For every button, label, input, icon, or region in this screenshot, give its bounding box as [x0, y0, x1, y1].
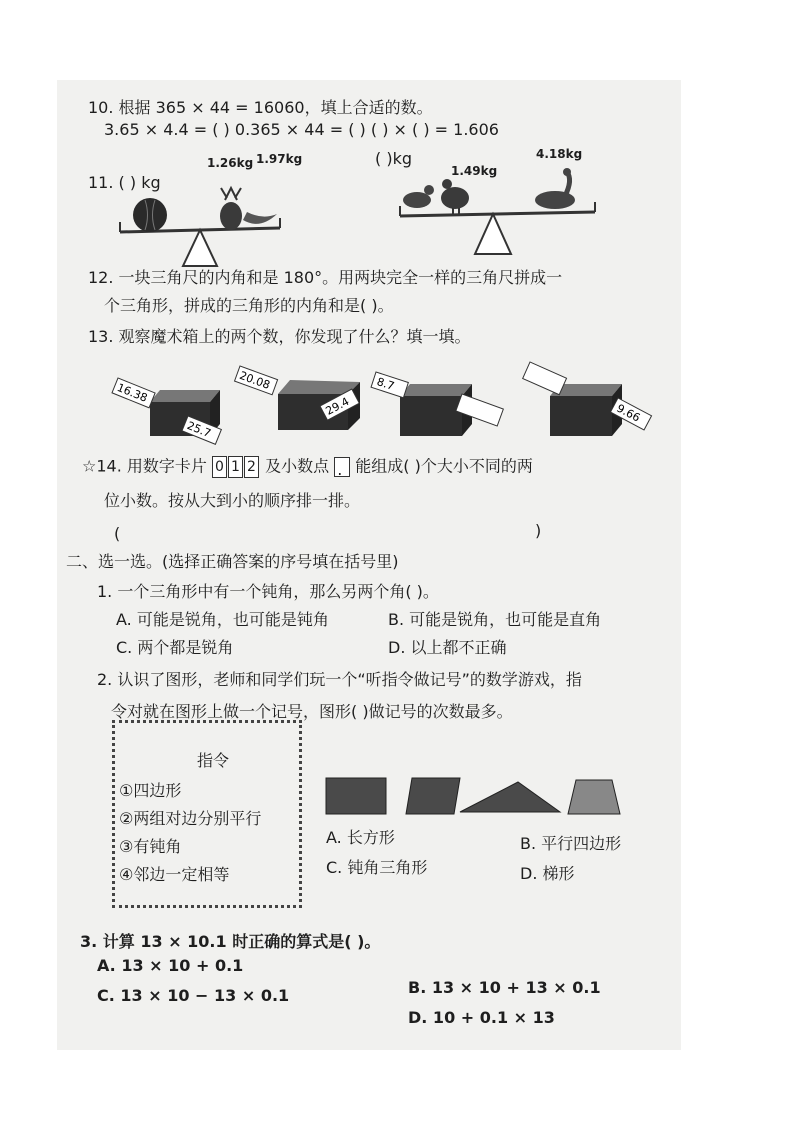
- q12-line1: 12. 一块三角尺的内角和是 180°。用两块完全一样的三角尺拼成一: [88, 268, 563, 287]
- magic-box-2-out: 29.4: [323, 394, 352, 418]
- trapezoid-shape: [568, 780, 620, 814]
- q12-line2: 个三角形，拼成的三角形的内角和是( )。: [104, 296, 394, 315]
- decimal-point-card: .: [334, 457, 350, 477]
- magic-box-1-out: 25.7: [185, 418, 213, 441]
- c1-option-c: C. 两个都是锐角: [116, 638, 234, 657]
- q11-weight-4: 4.18kg: [536, 147, 583, 161]
- left-balance-scale: [115, 170, 285, 270]
- instruction-2: ②两组对边分别平行: [119, 809, 262, 828]
- q10-line2: 3.65 × 4.4 = ( ) 0.365 × 44 = ( ) ( ) × ( ) = 1.606: [104, 120, 499, 139]
- right-balance-scale: [395, 170, 605, 270]
- c2-question-line2: 令对就在图形上做一个记号，图形( )做记号的次数最多。: [111, 702, 513, 721]
- q14-open-paren: (: [114, 524, 121, 543]
- c2-option-c: C. 钝角三角形: [326, 858, 428, 877]
- banana-icon: [243, 212, 277, 224]
- magic-box-2-in: 20.08: [237, 368, 272, 392]
- q11-weight-2: 1.97kg: [256, 152, 303, 166]
- magic-box-4: [523, 362, 652, 436]
- c3-option-c: C. 13 × 10 − 13 × 0.1: [97, 986, 290, 1005]
- c2-question-line1: 2. 认识了图形，老师和同学们玩一个“听指令做记号”的数学游戏，指: [97, 670, 582, 689]
- c1-option-b: B. 可能是锐角，也可能是直角: [388, 610, 602, 629]
- q14-suffix: 能组成( )个大小不同的两: [355, 456, 533, 476]
- q13-text: 13. 观察魔术箱上的两个数，你发现了什么？填一填。: [88, 327, 471, 346]
- q14-line2: 位小数。按从大到小的顺序排一排。: [104, 491, 361, 510]
- digit-card-1: 1: [228, 456, 243, 478]
- c2-option-a: A. 长方形: [326, 828, 395, 847]
- magic-box-3-in: 8.7: [375, 375, 396, 393]
- c3-option-a: A. 13 × 10 + 0.1: [97, 956, 244, 975]
- magic-box-1-in: 16.38: [115, 380, 150, 405]
- c1-option-a: A. 可能是锐角，也可能是钝角: [116, 610, 329, 629]
- q14-line1: [82, 456, 533, 478]
- c1-question: 1. 一个三角形中有一个钝角，那么另两个角( )。: [97, 582, 439, 601]
- magic-box-4-out: 9.66: [614, 401, 643, 425]
- section2-heading: 二、选一选。(选择正确答案的序号填在括号里): [66, 552, 399, 571]
- c3-option-d: D. 10 + 0.1 × 13: [408, 1008, 555, 1027]
- parallelogram-shape: [406, 778, 460, 814]
- c1-option-d: D. 以上都不正确: [388, 638, 507, 657]
- magic-box-2: [235, 366, 360, 430]
- obtuse-triangle-shape: [460, 782, 560, 812]
- shape-row: [320, 772, 640, 822]
- c3-option-b: B. 13 × 10 + 13 × 0.1: [408, 978, 601, 997]
- pineapple-icon: [220, 202, 242, 230]
- digit-card-0: 0: [212, 456, 227, 478]
- duck-icon: [403, 185, 434, 208]
- c2-option-d: D. 梯形: [520, 864, 575, 883]
- magic-boxes: [110, 360, 670, 445]
- goose-icon: [535, 168, 575, 209]
- q14-prefix: ☆14. 用数字卡片: [82, 456, 207, 476]
- c2-option-b: B. 平行四边形: [520, 834, 622, 853]
- watermelon-icon: [133, 198, 167, 232]
- instruction-4: ④邻边一定相等: [119, 865, 230, 884]
- q10-line1: 10. 根据 365 × 44 = 16060，填上合适的数。: [88, 98, 433, 117]
- q14-mid: 及小数点: [265, 456, 330, 476]
- magic-box-3: [371, 372, 503, 436]
- q11-weight-1: 1.26kg: [207, 156, 254, 170]
- digit-card-2: 2: [244, 456, 259, 478]
- magic-box-1: [112, 378, 221, 444]
- rectangle-shape: [326, 778, 386, 814]
- instruction-box-title: 指令: [197, 751, 230, 770]
- c3-question: 3. 计算 13 × 10.1 时正确的算式是( )。: [80, 932, 381, 951]
- instruction-box: [112, 720, 302, 908]
- chicken-icon: [441, 179, 469, 214]
- instruction-3: ③有钝角: [119, 837, 182, 856]
- q11-blank-right: ( )kg: [375, 149, 412, 168]
- q11-label: 11. ( ) kg: [88, 173, 161, 192]
- q14-close-paren: ): [535, 521, 542, 540]
- instruction-1: ①四边形: [119, 781, 182, 800]
- q11-weight-3: 1.49kg: [451, 164, 498, 178]
